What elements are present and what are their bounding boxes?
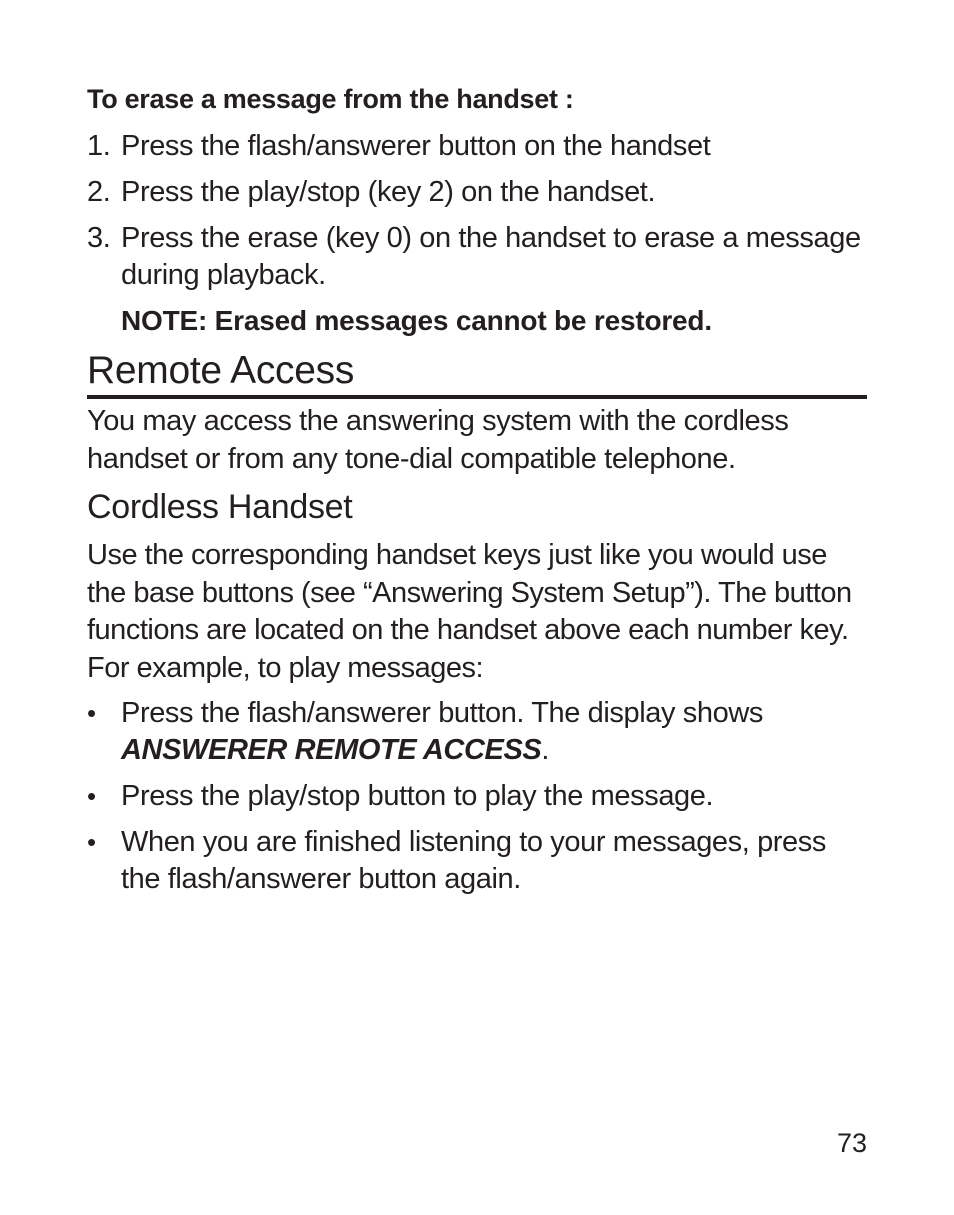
display-message: ANSWERER REMOTE ACCESS [121, 734, 542, 766]
bullet-icon: • [87, 698, 96, 728]
bullet-text: Press the play/stop button to play the message. [121, 780, 714, 812]
step-text: Press the erase (key 0) on the handset to erase a message during playback. [121, 222, 861, 291]
cordless-handset-bullets [87, 695, 867, 907]
list-item [87, 220, 867, 294]
list-item [87, 128, 867, 165]
section-title-remote-access: Remote Access [87, 349, 867, 399]
list-item [87, 778, 867, 815]
erase-steps-list [87, 128, 867, 303]
step-text: Press the flash/answerer button on the handset [121, 130, 711, 162]
bullet-icon: • [87, 827, 96, 857]
step-text: Press the play/stop (key 2) on the handset. [121, 176, 656, 208]
subsection-title-cordless-handset: Cordless Handset [87, 488, 353, 526]
bullet-text: When you are finished listening to your messages, press the flash/answerer button again. [121, 826, 826, 895]
erase-heading: To erase a message from the handset : [87, 84, 574, 114]
list-item [87, 695, 867, 769]
step-number: 3. [87, 222, 111, 254]
list-item [87, 174, 867, 211]
step-number: 2. [87, 176, 111, 208]
page-number: 73 [836, 1128, 867, 1158]
remote-access-intro: You may access the answering system with the cordless handset or from any tone-dial compatible telephone. [87, 405, 789, 475]
cordless-handset-body: Use the corresponding handset keys just like you would use the base buttons (see “Answering System Setup”). The button functions are located on the handset above each number key. For example, to play messages: [87, 539, 852, 684]
bullet-text-end: . [541, 734, 549, 766]
bullet-text: Press the flash/answerer button. The display shows [121, 697, 763, 729]
list-item [87, 824, 867, 898]
step-number: 1. [87, 130, 111, 162]
bullet-icon: • [87, 781, 96, 811]
erase-note: NOTE: Erased messages cannot be restored. [121, 305, 712, 336]
